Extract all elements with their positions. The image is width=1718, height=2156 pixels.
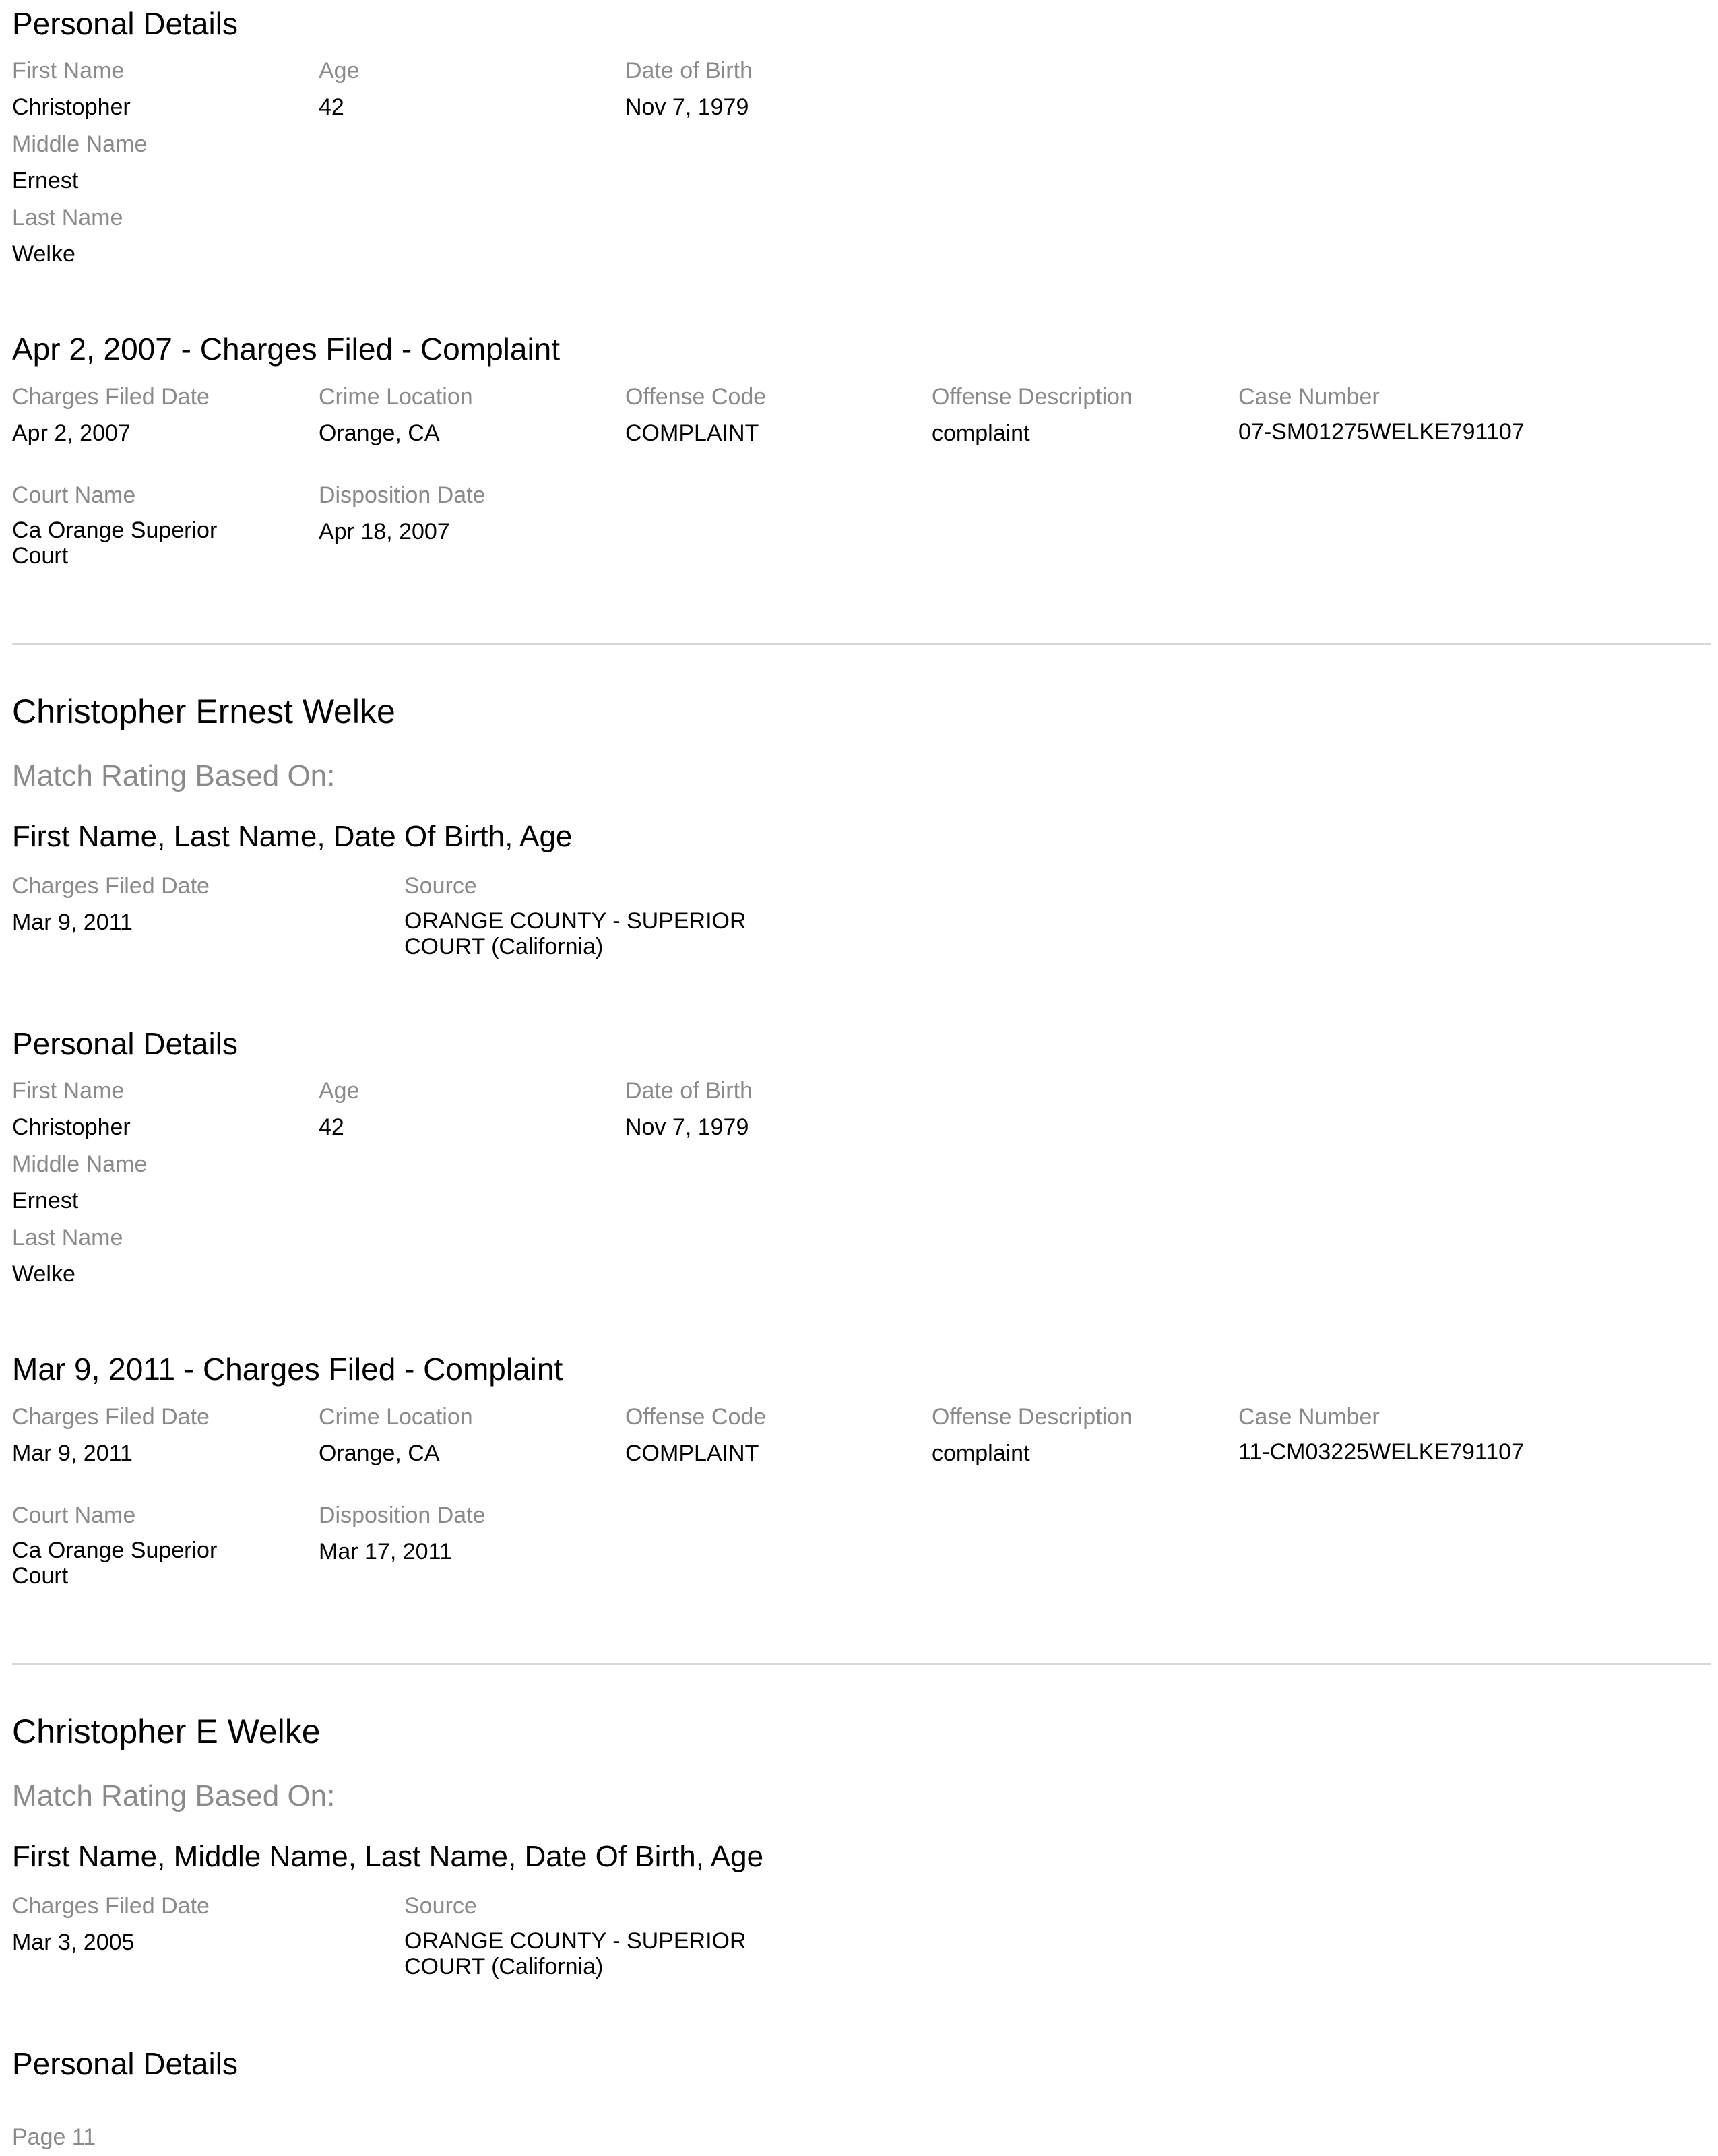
match-name: Christopher E Welke (12, 1713, 321, 1750)
value-age: 42 (319, 1114, 344, 1140)
value-disposition-date: Apr 18, 2007 (319, 519, 450, 544)
charge-heading: Apr 2, 2007 - Charges Filed - Complaint (12, 331, 561, 367)
page-number: Page 11 (12, 2124, 96, 2150)
value-charges-filed-date: Mar 9, 2011 (12, 910, 133, 935)
label-disposition-date: Disposition Date (319, 482, 486, 508)
label-offense-code: Offense Code (625, 384, 767, 410)
label-last-name: Last Name (12, 205, 123, 230)
value-last-name: Welke (12, 241, 75, 267)
value-age: 42 (319, 94, 344, 120)
label-charges-filed-date: Charges Filed Date (12, 873, 210, 899)
label-case-number: Case Number (1238, 1404, 1380, 1430)
value-charges-filed-date: Mar 3, 2005 (12, 1930, 135, 1955)
label-offense-description: Offense Description (932, 1404, 1133, 1430)
label-middle-name: Middle Name (12, 131, 148, 157)
value-case-number: 07-SM01275WELKE791107 (1238, 419, 1525, 445)
label-source: Source (404, 1893, 477, 1919)
value-crime-location: Orange, CA (319, 420, 440, 446)
label-first-name: First Name (12, 1078, 125, 1104)
label-crime-location: Crime Location (319, 1404, 473, 1430)
value-disposition-date: Mar 17, 2011 (319, 1539, 452, 1564)
value-charges-filed-date: Mar 9, 2011 (12, 1440, 133, 1466)
value-court-name: Ca Orange Superior Court (12, 517, 218, 569)
section-title-personal-details: Personal Details (12, 2046, 238, 2081)
section-title-personal-details: Personal Details (12, 6, 238, 41)
label-source: Source (404, 873, 477, 899)
value-offense-code: COMPLAINT (625, 420, 759, 446)
value-first-name: Christopher (12, 1114, 131, 1140)
label-offense-description: Offense Description (932, 384, 1133, 410)
label-age: Age (319, 1078, 360, 1104)
value-source: ORANGE COUNTY - SUPERIOR COURT (California) (404, 1928, 746, 1979)
label-first-name: First Name (12, 58, 125, 84)
section-title-personal-details: Personal Details (12, 1026, 238, 1061)
label-last-name: Last Name (12, 1225, 123, 1250)
value-date-of-birth: Nov 7, 1979 (625, 1114, 749, 1140)
label-offense-code: Offense Code (625, 1404, 767, 1430)
label-crime-location: Crime Location (319, 384, 473, 410)
value-charges-filed-date: Apr 2, 2007 (12, 420, 131, 446)
value-offense-description: complaint (932, 1440, 1030, 1466)
match-name: Christopher Ernest Welke (12, 693, 395, 730)
value-crime-location: Orange, CA (319, 1440, 440, 1466)
label-middle-name: Middle Name (12, 1151, 148, 1177)
match-rating-label: Match Rating Based On: (12, 1779, 336, 1812)
value-court-name: Ca Orange Superior Court (12, 1537, 218, 1589)
label-case-number: Case Number (1238, 384, 1380, 410)
label-charges-filed-date: Charges Filed Date (12, 1404, 210, 1430)
value-case-number: 11-CM03225WELKE791107 (1238, 1439, 1525, 1465)
value-middle-name: Ernest (12, 168, 79, 193)
match-basis: First Name, Middle Name, Last Name, Date Of Birth, Age (12, 1840, 764, 1873)
value-offense-description: complaint (932, 420, 1030, 446)
value-last-name: Welke (12, 1261, 75, 1287)
value-source: ORANGE COUNTY - SUPERIOR COURT (California) (404, 908, 746, 959)
match-basis: First Name, Last Name, Date Of Birth, Age (12, 820, 573, 853)
label-age: Age (319, 58, 360, 84)
value-offense-code: COMPLAINT (625, 1440, 759, 1466)
label-charges-filed-date: Charges Filed Date (12, 384, 210, 410)
value-first-name: Christopher (12, 94, 131, 120)
label-date-of-birth: Date of Birth (625, 1078, 753, 1104)
label-court-name: Court Name (12, 482, 136, 508)
divider (12, 643, 1711, 645)
charge-heading: Mar 9, 2011 - Charges Filed - Complaint (12, 1352, 563, 1387)
value-middle-name: Ernest (12, 1188, 79, 1213)
match-rating-label: Match Rating Based On: (12, 759, 336, 792)
divider (12, 1663, 1711, 1665)
label-date-of-birth: Date of Birth (625, 58, 753, 84)
value-date-of-birth: Nov 7, 1979 (625, 94, 749, 120)
label-court-name: Court Name (12, 1502, 136, 1528)
label-charges-filed-date: Charges Filed Date (12, 1893, 210, 1919)
label-disposition-date: Disposition Date (319, 1502, 486, 1528)
